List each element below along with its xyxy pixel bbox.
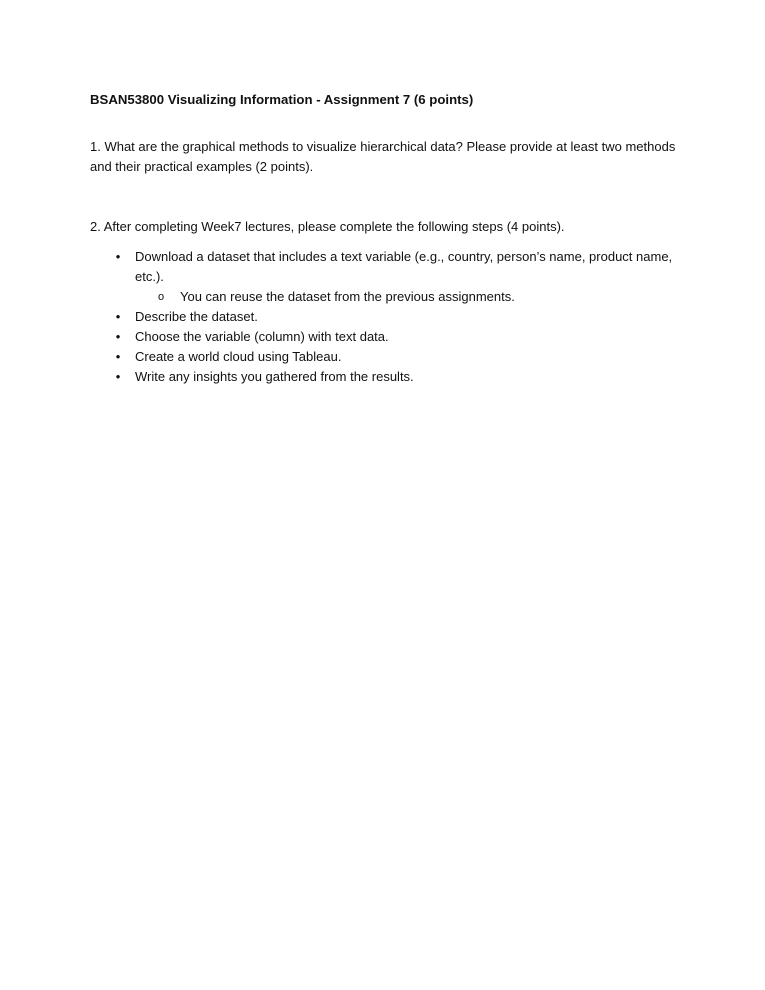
step-text: Write any insights you gathered from the results. — [135, 369, 414, 384]
question-2: 2. After completing Week7 lectures, please complete the following steps (4 points). — [90, 219, 565, 234]
bullet-icon: • — [115, 309, 121, 324]
step-text: Describe the dataset. — [135, 309, 258, 324]
list-item — [90, 347, 680, 367]
bullet-icon: • — [115, 369, 121, 384]
step-text: Download a dataset that includes a text variable (e.g., country, person’s name, product name, etc.). — [135, 249, 673, 284]
steps-list — [90, 247, 680, 387]
list-item — [90, 247, 680, 307]
list-item — [90, 367, 680, 387]
bullet-icon: • — [115, 249, 121, 264]
hollow-bullet-icon: o — [158, 291, 165, 303]
document-title: BSAN53800 Visualizing Information - Assignment 7 (6 points) — [90, 92, 474, 107]
bullet-icon: • — [115, 349, 121, 364]
list-item — [90, 307, 680, 327]
question-1: 1. What are the graphical methods to visualize hierarchical data? Please provide at least two methods and their practical examples (2 points). — [90, 139, 676, 174]
bullet-icon: • — [115, 329, 121, 344]
step-text: Create a world cloud using Tableau. — [135, 349, 342, 364]
list-item — [135, 287, 680, 307]
document-content — [90, 90, 680, 387]
list-item — [90, 327, 680, 347]
substep-text: You can reuse the dataset from the previous assignments. — [180, 289, 515, 304]
sub-steps-list — [135, 287, 680, 307]
step-text: Choose the variable (column) with text data. — [135, 329, 389, 344]
